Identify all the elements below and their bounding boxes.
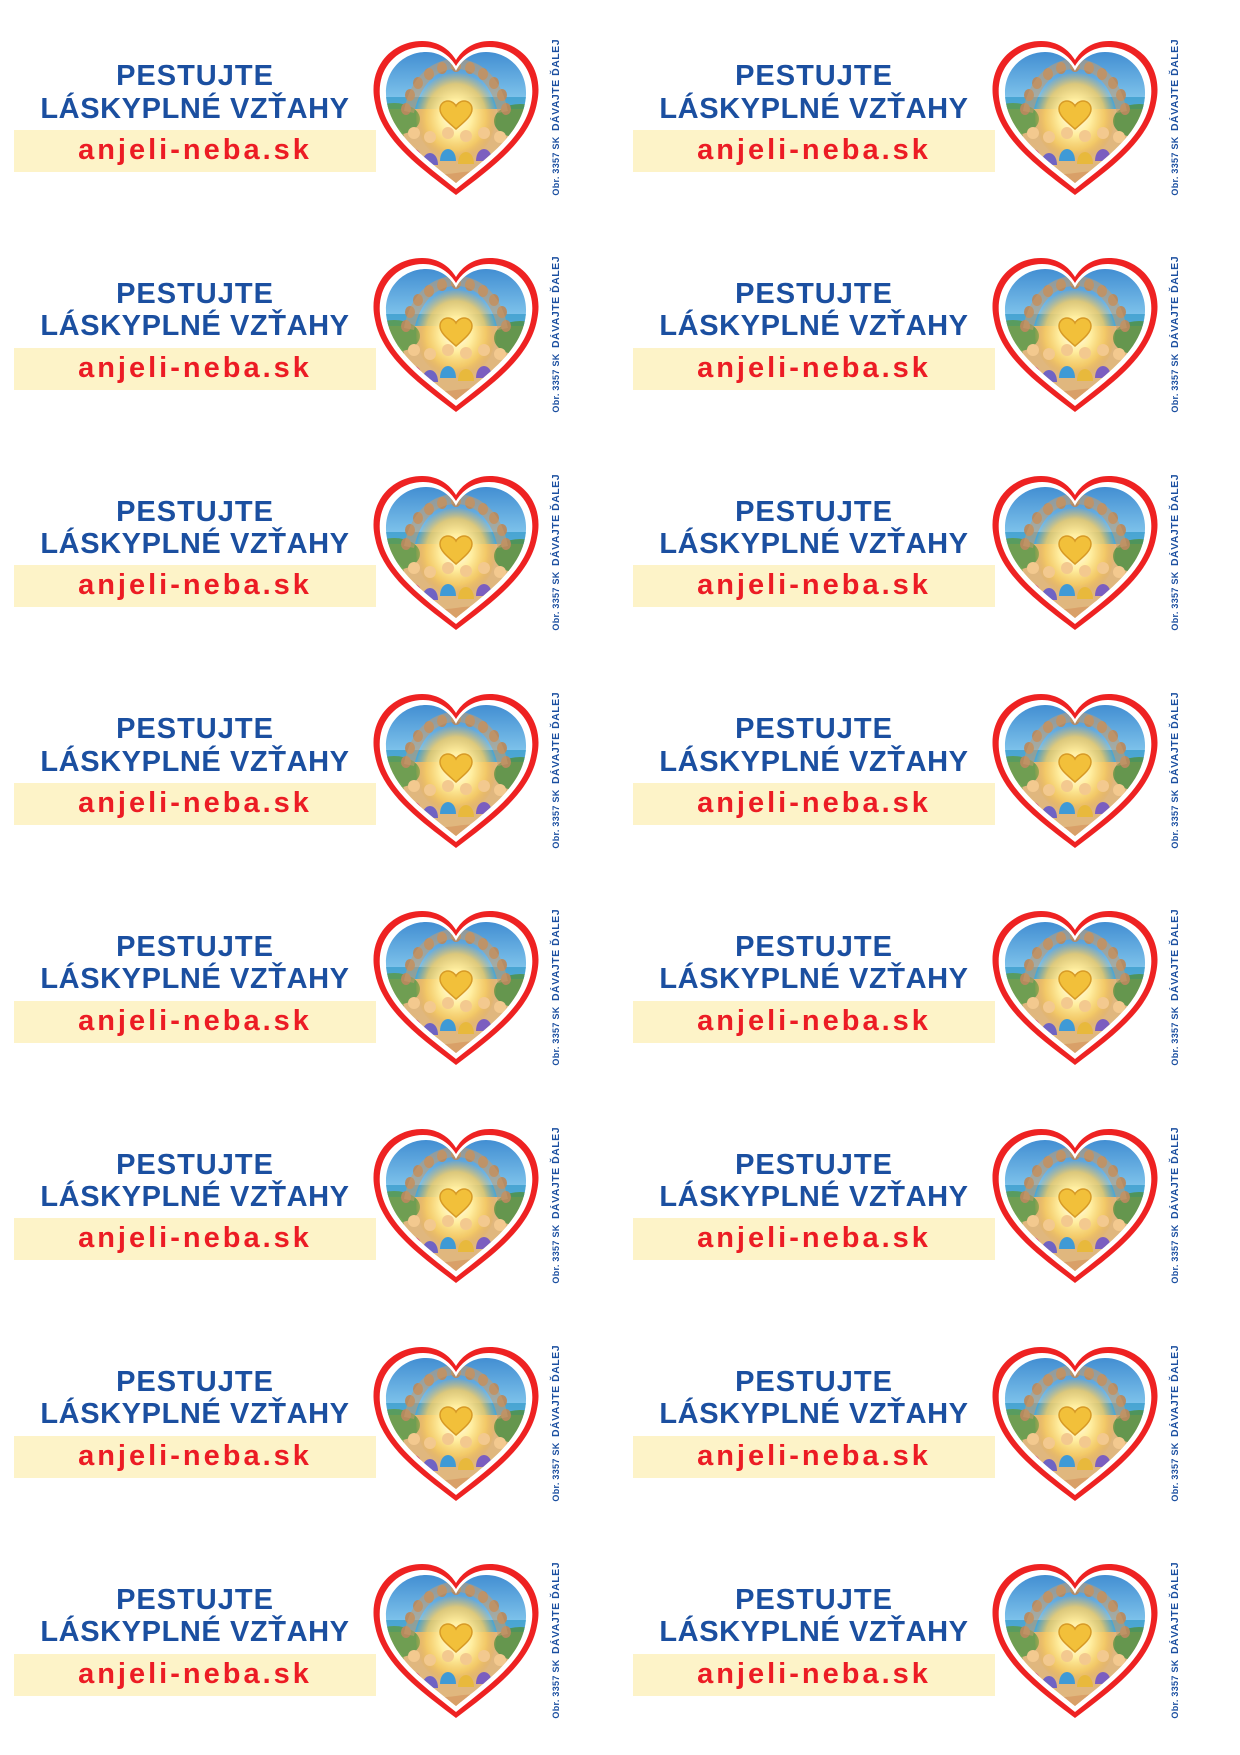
- url-band: [14, 1001, 376, 1043]
- heart-illustration: [370, 468, 542, 636]
- pass-it-on-label: DÁVAJTE ĎALEJ: [1169, 256, 1181, 349]
- headline-line-1: PESTUJTE: [116, 1583, 274, 1616]
- headline-line-1: PESTUJTE: [735, 1583, 893, 1616]
- headline-line-2: LÁSKYPLNÉ VZŤAHY: [659, 963, 969, 996]
- headline-line-2: LÁSKYPLNÉ VZŤAHY: [40, 310, 350, 343]
- headline-line-1: PESTUJTE: [735, 495, 893, 528]
- heart-illustration: [989, 468, 1161, 636]
- website-url[interactable]: anjeli-neba.sk: [78, 1657, 312, 1690]
- image-code-label: Obr. 3357 SK: [1170, 1006, 1180, 1066]
- headline-line-2: LÁSKYPLNÉ VZŤAHY: [659, 310, 969, 343]
- sticker-side-text: [544, 903, 568, 1071]
- heart-illustration: [370, 1556, 542, 1724]
- headline-line-1: PESTUJTE: [116, 60, 274, 93]
- url-band: [14, 565, 376, 607]
- headline-line-1: PESTUJTE: [735, 1148, 893, 1181]
- heart-illustration: [989, 33, 1161, 201]
- sticker[interactable]: [625, 443, 1234, 661]
- heart-illustration: [370, 686, 542, 854]
- pass-it-on-label: DÁVAJTE ĎALEJ: [550, 1344, 562, 1437]
- website-url[interactable]: anjeli-neba.sk: [697, 1004, 931, 1037]
- heart-illustration: [989, 1339, 1161, 1507]
- heart-illustration: [370, 33, 542, 201]
- website-url[interactable]: anjeli-neba.sk: [78, 787, 312, 820]
- image-code-label: Obr. 3357 SK: [551, 1224, 561, 1284]
- headline-line-1: PESTUJTE: [116, 1366, 274, 1399]
- sticker-text-block: [633, 1150, 995, 1261]
- headline-line-1: PESTUJTE: [116, 495, 274, 528]
- sticker-text-block: [633, 1367, 995, 1478]
- website-url[interactable]: anjeli-neba.sk: [78, 1222, 312, 1255]
- website-url[interactable]: anjeli-neba.sk: [78, 134, 312, 167]
- headline-line-1: PESTUJTE: [116, 713, 274, 746]
- pass-it-on-label: DÁVAJTE ĎALEJ: [550, 909, 562, 1002]
- website-url[interactable]: anjeli-neba.sk: [78, 569, 312, 602]
- headline-line-2: LÁSKYPLNÉ VZŤAHY: [40, 1180, 350, 1213]
- pass-it-on-label: DÁVAJTE ĎALEJ: [550, 474, 562, 567]
- sticker[interactable]: [625, 1531, 1234, 1749]
- website-url[interactable]: anjeli-neba.sk: [697, 1222, 931, 1255]
- headline-line-2: LÁSKYPLNÉ VZŤAHY: [40, 1398, 350, 1431]
- sticker[interactable]: [6, 1314, 615, 1532]
- pass-it-on-label: DÁVAJTE ĎALEJ: [550, 256, 562, 349]
- sticker-side-text: [1163, 686, 1187, 854]
- headline-line-2: LÁSKYPLNÉ VZŤAHY: [659, 1616, 969, 1649]
- url-band: [14, 1654, 376, 1696]
- pass-it-on-label: DÁVAJTE ĎALEJ: [1169, 474, 1181, 567]
- headline-line-2: LÁSKYPLNÉ VZŤAHY: [659, 1180, 969, 1213]
- url-band: [633, 1218, 995, 1260]
- sticker[interactable]: [625, 1096, 1234, 1314]
- sticker[interactable]: [6, 661, 615, 879]
- url-band: [633, 1654, 995, 1696]
- heart-illustration: [989, 1121, 1161, 1289]
- sticker-text-block: [14, 932, 376, 1043]
- headline-line-1: PESTUJTE: [735, 60, 893, 93]
- headline-line-2: LÁSKYPLNÉ VZŤAHY: [659, 527, 969, 560]
- pass-it-on-label: DÁVAJTE ĎALEJ: [550, 1562, 562, 1655]
- headline-line-2: LÁSKYPLNÉ VZŤAHY: [40, 963, 350, 996]
- sticker-side-text: [544, 33, 568, 201]
- website-url[interactable]: anjeli-neba.sk: [78, 1004, 312, 1037]
- heart-illustration: [989, 903, 1161, 1071]
- headline-line-1: PESTUJTE: [735, 930, 893, 963]
- website-url[interactable]: anjeli-neba.sk: [697, 569, 931, 602]
- headline-line-2: LÁSKYPLNÉ VZŤAHY: [40, 92, 350, 125]
- heart-illustration: [370, 250, 542, 418]
- headline-line-1: PESTUJTE: [116, 278, 274, 311]
- sticker-text-block: [633, 714, 995, 825]
- headline-line-1: PESTUJTE: [735, 713, 893, 746]
- sticker-side-text: [1163, 1556, 1187, 1724]
- website-url[interactable]: anjeli-neba.sk: [78, 1439, 312, 1472]
- sticker-side-text: [1163, 468, 1187, 636]
- heart-illustration: [989, 1556, 1161, 1724]
- sticker-text-block: [14, 497, 376, 608]
- pass-it-on-label: DÁVAJTE ĎALEJ: [1169, 1126, 1181, 1219]
- pass-it-on-label: DÁVAJTE ĎALEJ: [1169, 909, 1181, 1002]
- heart-illustration: [370, 903, 542, 1071]
- sticker[interactable]: [625, 226, 1234, 444]
- website-url[interactable]: anjeli-neba.sk: [697, 787, 931, 820]
- pass-it-on-label: DÁVAJTE ĎALEJ: [1169, 1562, 1181, 1655]
- headline-line-2: LÁSKYPLNÉ VZŤAHY: [40, 745, 350, 778]
- image-code-label: Obr. 3357 SK: [551, 353, 561, 414]
- url-band: [14, 783, 376, 825]
- heart-illustration: [370, 1121, 542, 1289]
- sticker-side-text: [1163, 33, 1187, 201]
- sticker[interactable]: [6, 1096, 615, 1314]
- image-code-label: Obr. 3357 SK: [551, 1659, 561, 1719]
- sticker[interactable]: [6, 443, 615, 661]
- sticker[interactable]: [6, 8, 615, 226]
- sticker-text-block: [633, 932, 995, 1043]
- url-band: [14, 130, 376, 172]
- image-code-label: Obr. 3357 SK: [1170, 1659, 1180, 1719]
- sticker-text-block: [633, 1585, 995, 1696]
- headline-line-1: PESTUJTE: [116, 930, 274, 963]
- sticker-text-block: [633, 497, 995, 608]
- headline-line-2: LÁSKYPLNÉ VZŤAHY: [40, 527, 350, 560]
- sticker[interactable]: [625, 8, 1234, 226]
- image-code-label: Obr. 3357 SK: [1170, 571, 1180, 631]
- image-code-label: Obr. 3357 SK: [1170, 789, 1180, 849]
- url-band: [14, 1218, 376, 1260]
- url-band: [633, 130, 995, 172]
- sticker-side-text: [544, 1339, 568, 1507]
- heart-illustration: [989, 686, 1161, 854]
- headline-line-1: PESTUJTE: [735, 1366, 893, 1399]
- sticker-text-block: [633, 279, 995, 390]
- sticker-grid: [6, 8, 1234, 1749]
- website-url[interactable]: anjeli-neba.sk: [78, 351, 312, 384]
- sticker[interactable]: [6, 226, 615, 444]
- sticker-side-text: [1163, 1339, 1187, 1507]
- image-code-label: Obr. 3357 SK: [1170, 1441, 1180, 1502]
- pass-it-on-label: DÁVAJTE ĎALEJ: [550, 38, 562, 131]
- sticker-text-block: [14, 61, 376, 172]
- sticker-side-text: [544, 686, 568, 854]
- sticker-side-text: [544, 468, 568, 636]
- website-url[interactable]: anjeli-neba.sk: [697, 1439, 931, 1472]
- url-band: [633, 783, 995, 825]
- sticker[interactable]: [625, 1314, 1234, 1532]
- sticker[interactable]: [625, 661, 1234, 879]
- image-code-label: Obr. 3357 SK: [551, 789, 561, 849]
- heart-illustration: [370, 1339, 542, 1507]
- image-code-label: Obr. 3357 SK: [551, 136, 561, 196]
- headline-line-2: LÁSKYPLNÉ VZŤAHY: [659, 92, 969, 125]
- sticker-text-block: [633, 61, 995, 172]
- sticker[interactable]: [6, 879, 615, 1097]
- sticker-side-text: [1163, 1121, 1187, 1289]
- url-band: [633, 348, 995, 390]
- url-band: [14, 1436, 376, 1478]
- image-code-label: Obr. 3357 SK: [551, 571, 561, 631]
- headline-line-1: PESTUJTE: [735, 278, 893, 311]
- sticker-text-block: [14, 279, 376, 390]
- headline-line-2: LÁSKYPLNÉ VZŤAHY: [659, 745, 969, 778]
- heart-illustration: [989, 250, 1161, 418]
- pass-it-on-label: DÁVAJTE ĎALEJ: [1169, 1344, 1181, 1437]
- headline-line-2: LÁSKYPLNÉ VZŤAHY: [659, 1398, 969, 1431]
- url-band: [633, 1436, 995, 1478]
- headline-line-2: LÁSKYPLNÉ VZŤAHY: [40, 1616, 350, 1649]
- sticker-text-block: [14, 1150, 376, 1261]
- sticker-side-text: [544, 250, 568, 418]
- sticker-side-text: [1163, 903, 1187, 1071]
- sticker-text-block: [14, 1367, 376, 1478]
- sticker[interactable]: [6, 1531, 615, 1749]
- image-code-label: Obr. 3357 SK: [551, 1006, 561, 1066]
- website-url[interactable]: anjeli-neba.sk: [697, 134, 931, 167]
- website-url[interactable]: anjeli-neba.sk: [697, 1657, 931, 1690]
- url-band: [633, 1001, 995, 1043]
- image-code-label: Obr. 3357 SK: [551, 1441, 561, 1502]
- sticker-side-text: [544, 1121, 568, 1289]
- pass-it-on-label: DÁVAJTE ĎALEJ: [1169, 691, 1181, 784]
- website-url[interactable]: anjeli-neba.sk: [697, 351, 931, 384]
- sticker-side-text: [1163, 250, 1187, 418]
- sticker-text-block: [14, 714, 376, 825]
- sticker-side-text: [544, 1556, 568, 1724]
- pass-it-on-label: DÁVAJTE ĎALEJ: [1169, 38, 1181, 131]
- headline-line-1: PESTUJTE: [116, 1148, 274, 1181]
- sticker-text-block: [14, 1585, 376, 1696]
- url-band: [14, 348, 376, 390]
- sticker[interactable]: [625, 879, 1234, 1097]
- url-band: [633, 565, 995, 607]
- image-code-label: Obr. 3357 SK: [1170, 1224, 1180, 1284]
- image-code-label: Obr. 3357 SK: [1170, 353, 1180, 414]
- pass-it-on-label: DÁVAJTE ĎALEJ: [550, 1126, 562, 1219]
- image-code-label: Obr. 3357 SK: [1170, 136, 1180, 196]
- pass-it-on-label: DÁVAJTE ĎALEJ: [550, 691, 562, 784]
